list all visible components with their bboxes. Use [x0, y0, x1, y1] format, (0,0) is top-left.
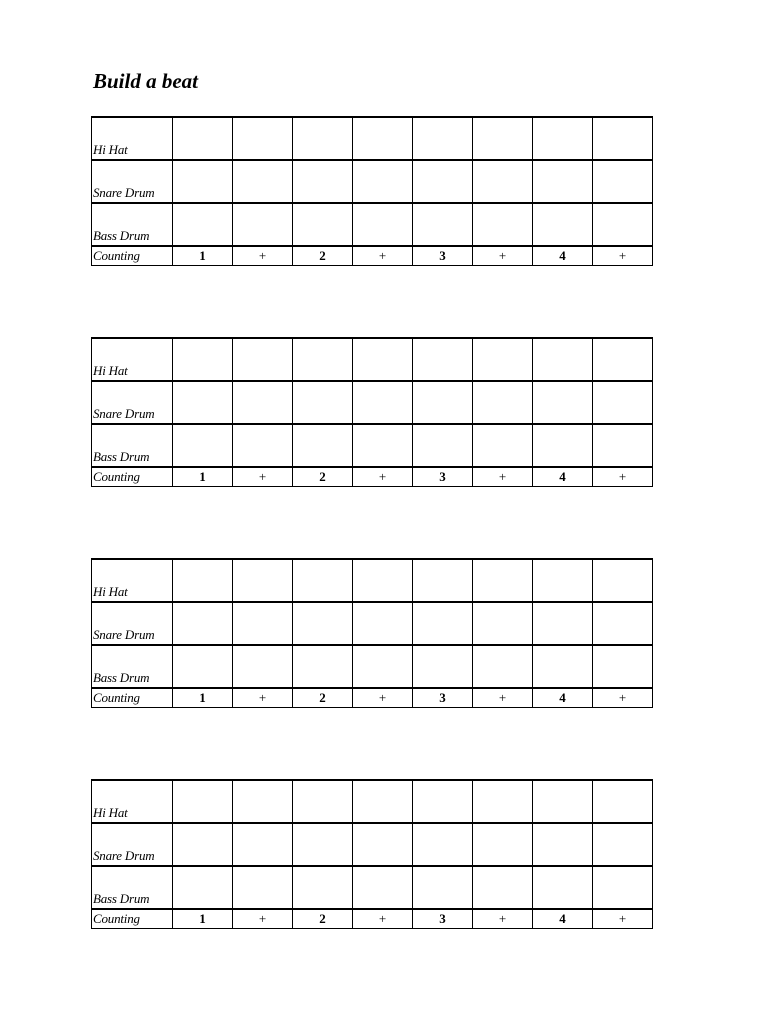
beat-cell[interactable]	[413, 117, 473, 160]
beat-cell[interactable]	[233, 203, 293, 246]
beat-cell[interactable]	[473, 602, 533, 645]
beat-grid	[91, 116, 653, 266]
beat-cell[interactable]	[233, 866, 293, 909]
beat-cell[interactable]	[593, 424, 653, 467]
instrument-row	[92, 381, 653, 424]
count-cell: 1	[173, 467, 233, 487]
beat-cell[interactable]	[593, 381, 653, 424]
count-cell: 2	[293, 909, 353, 929]
beat-cell[interactable]	[233, 160, 293, 203]
beat-cell[interactable]	[293, 866, 353, 909]
beat-cell[interactable]	[353, 381, 413, 424]
beat-cell[interactable]	[413, 381, 473, 424]
count-cell: +	[593, 467, 653, 487]
count-cell: +	[353, 467, 413, 487]
counting-row	[92, 688, 653, 708]
instrument-row	[92, 160, 653, 203]
instrument-row	[92, 203, 653, 246]
beat-cell[interactable]	[233, 780, 293, 823]
beat-cell[interactable]	[173, 160, 233, 203]
beat-cell[interactable]	[233, 381, 293, 424]
beat-cell[interactable]	[593, 117, 653, 160]
beat-cell[interactable]	[593, 823, 653, 866]
count-cell: +	[593, 909, 653, 929]
counting-row	[92, 909, 653, 929]
instrument-label: Bass Drum	[92, 424, 173, 467]
beat-cell[interactable]	[473, 203, 533, 246]
beat-cell[interactable]	[593, 559, 653, 602]
counting-row	[92, 246, 653, 266]
count-cell: +	[353, 688, 413, 708]
beat-cell[interactable]	[413, 203, 473, 246]
count-cell: +	[593, 688, 653, 708]
beat-cell[interactable]	[353, 780, 413, 823]
beat-cell[interactable]	[173, 645, 233, 688]
count-cell: 1	[173, 246, 233, 266]
beat-cell[interactable]	[293, 559, 353, 602]
beat-cell[interactable]	[353, 559, 413, 602]
count-cell: +	[593, 246, 653, 266]
instrument-label: Bass Drum	[92, 645, 173, 688]
counting-row	[92, 467, 653, 487]
instrument-label: Hi Hat	[92, 117, 173, 160]
beat-cell[interactable]	[593, 203, 653, 246]
beat-cell[interactable]	[593, 602, 653, 645]
counting-label: Counting	[92, 246, 173, 266]
beat-grid	[91, 779, 653, 929]
counting-label: Counting	[92, 688, 173, 708]
count-cell: 3	[413, 688, 473, 708]
instrument-label: Hi Hat	[92, 780, 173, 823]
beat-cell[interactable]	[233, 602, 293, 645]
beat-cell[interactable]	[173, 381, 233, 424]
instrument-row	[92, 338, 653, 381]
beat-cell[interactable]	[533, 203, 593, 246]
instrument-label: Hi Hat	[92, 559, 173, 602]
beat-cell[interactable]	[473, 780, 533, 823]
beat-cell[interactable]	[413, 602, 473, 645]
beat-cell[interactable]	[593, 338, 653, 381]
instrument-row	[92, 424, 653, 467]
beat-grid	[91, 337, 653, 487]
beat-cell[interactable]	[293, 424, 353, 467]
beat-cell[interactable]	[353, 338, 413, 381]
beat-cell[interactable]	[473, 866, 533, 909]
beat-cell[interactable]	[233, 645, 293, 688]
beat-cell[interactable]	[353, 645, 413, 688]
beat-cell[interactable]	[353, 424, 413, 467]
count-cell: 3	[413, 467, 473, 487]
beat-cell[interactable]	[293, 203, 353, 246]
beat-cell[interactable]	[173, 559, 233, 602]
beat-cell[interactable]	[293, 823, 353, 866]
beat-cell[interactable]	[533, 338, 593, 381]
instrument-row	[92, 823, 653, 866]
beat-cell[interactable]	[473, 823, 533, 866]
beat-cell[interactable]	[533, 602, 593, 645]
beat-cell[interactable]	[173, 866, 233, 909]
beat-cell[interactable]	[293, 160, 353, 203]
beat-cell[interactable]	[473, 424, 533, 467]
beat-cell[interactable]	[353, 160, 413, 203]
count-cell: 3	[413, 909, 473, 929]
page-title: Build a beat	[93, 69, 199, 93]
beat-cell[interactable]	[593, 780, 653, 823]
beat-cell[interactable]	[353, 866, 413, 909]
beat-cell[interactable]	[173, 203, 233, 246]
beat-grid	[91, 558, 653, 708]
beat-cell[interactable]	[233, 424, 293, 467]
count-cell: 2	[293, 688, 353, 708]
beat-cell[interactable]	[473, 381, 533, 424]
beat-cell[interactable]	[473, 559, 533, 602]
instrument-row	[92, 866, 653, 909]
instrument-row	[92, 780, 653, 823]
instrument-row	[92, 602, 653, 645]
beat-cell[interactable]	[293, 117, 353, 160]
beat-cell[interactable]	[413, 424, 473, 467]
beat-cell[interactable]	[173, 424, 233, 467]
beat-cell[interactable]	[533, 823, 593, 866]
instrument-label: Snare Drum	[92, 160, 173, 203]
instrument-row	[92, 645, 653, 688]
beat-cell[interactable]	[173, 338, 233, 381]
instrument-label: Hi Hat	[92, 338, 173, 381]
beat-cell[interactable]	[233, 117, 293, 160]
beat-cell[interactable]	[173, 823, 233, 866]
count-cell: 1	[173, 909, 233, 929]
count-cell: 4	[533, 467, 593, 487]
count-cell: +	[233, 688, 293, 708]
beat-cell[interactable]	[593, 866, 653, 909]
beat-cell[interactable]	[353, 602, 413, 645]
beat-cell[interactable]	[233, 559, 293, 602]
beat-cell[interactable]	[473, 338, 533, 381]
beat-cell[interactable]	[533, 645, 593, 688]
beat-cell[interactable]	[413, 559, 473, 602]
beat-cell[interactable]	[413, 866, 473, 909]
beat-cell[interactable]	[353, 203, 413, 246]
beat-cell[interactable]	[353, 823, 413, 866]
beat-cell[interactable]	[353, 117, 413, 160]
beat-cell[interactable]	[233, 823, 293, 866]
beat-cell[interactable]	[533, 160, 593, 203]
beat-cell[interactable]	[473, 645, 533, 688]
instrument-label: Bass Drum	[92, 866, 173, 909]
count-cell: 4	[533, 909, 593, 929]
beat-cell[interactable]	[413, 338, 473, 381]
beat-cell[interactable]	[533, 381, 593, 424]
count-cell: +	[233, 467, 293, 487]
count-cell: +	[233, 246, 293, 266]
beat-cell[interactable]	[293, 780, 353, 823]
beat-cell[interactable]	[533, 866, 593, 909]
beat-cell[interactable]	[413, 823, 473, 866]
count-cell: +	[473, 909, 533, 929]
count-cell: +	[353, 246, 413, 266]
count-cell: 3	[413, 246, 473, 266]
beat-cell[interactable]	[533, 424, 593, 467]
beat-cell[interactable]	[173, 602, 233, 645]
count-cell: +	[353, 909, 413, 929]
beat-cell[interactable]	[533, 780, 593, 823]
beat-cell[interactable]	[473, 117, 533, 160]
beat-cell[interactable]	[533, 559, 593, 602]
beat-cell[interactable]	[533, 117, 593, 160]
instrument-label: Snare Drum	[92, 381, 173, 424]
count-cell: 4	[533, 246, 593, 266]
count-cell: +	[473, 467, 533, 487]
beat-cell[interactable]	[293, 338, 353, 381]
counting-label: Counting	[92, 909, 173, 929]
beat-cell[interactable]	[293, 381, 353, 424]
instrument-row	[92, 117, 653, 160]
beat-cell[interactable]	[593, 160, 653, 203]
count-cell: 2	[293, 246, 353, 266]
count-cell: +	[473, 688, 533, 708]
count-cell: 4	[533, 688, 593, 708]
beat-cell[interactable]	[413, 160, 473, 203]
count-cell: +	[233, 909, 293, 929]
beat-cell[interactable]	[293, 602, 353, 645]
beat-cell[interactable]	[473, 160, 533, 203]
instrument-row	[92, 559, 653, 602]
beat-cell[interactable]	[173, 117, 233, 160]
beat-cell[interactable]	[233, 338, 293, 381]
beat-cell[interactable]	[413, 780, 473, 823]
instrument-label: Snare Drum	[92, 602, 173, 645]
counting-label: Counting	[92, 467, 173, 487]
instrument-label: Bass Drum	[92, 203, 173, 246]
beat-cell[interactable]	[593, 645, 653, 688]
count-cell: 1	[173, 688, 233, 708]
beat-cell[interactable]	[173, 780, 233, 823]
beat-cell[interactable]	[413, 645, 473, 688]
count-cell: +	[473, 246, 533, 266]
count-cell: 2	[293, 467, 353, 487]
beat-cell[interactable]	[293, 645, 353, 688]
instrument-label: Snare Drum	[92, 823, 173, 866]
